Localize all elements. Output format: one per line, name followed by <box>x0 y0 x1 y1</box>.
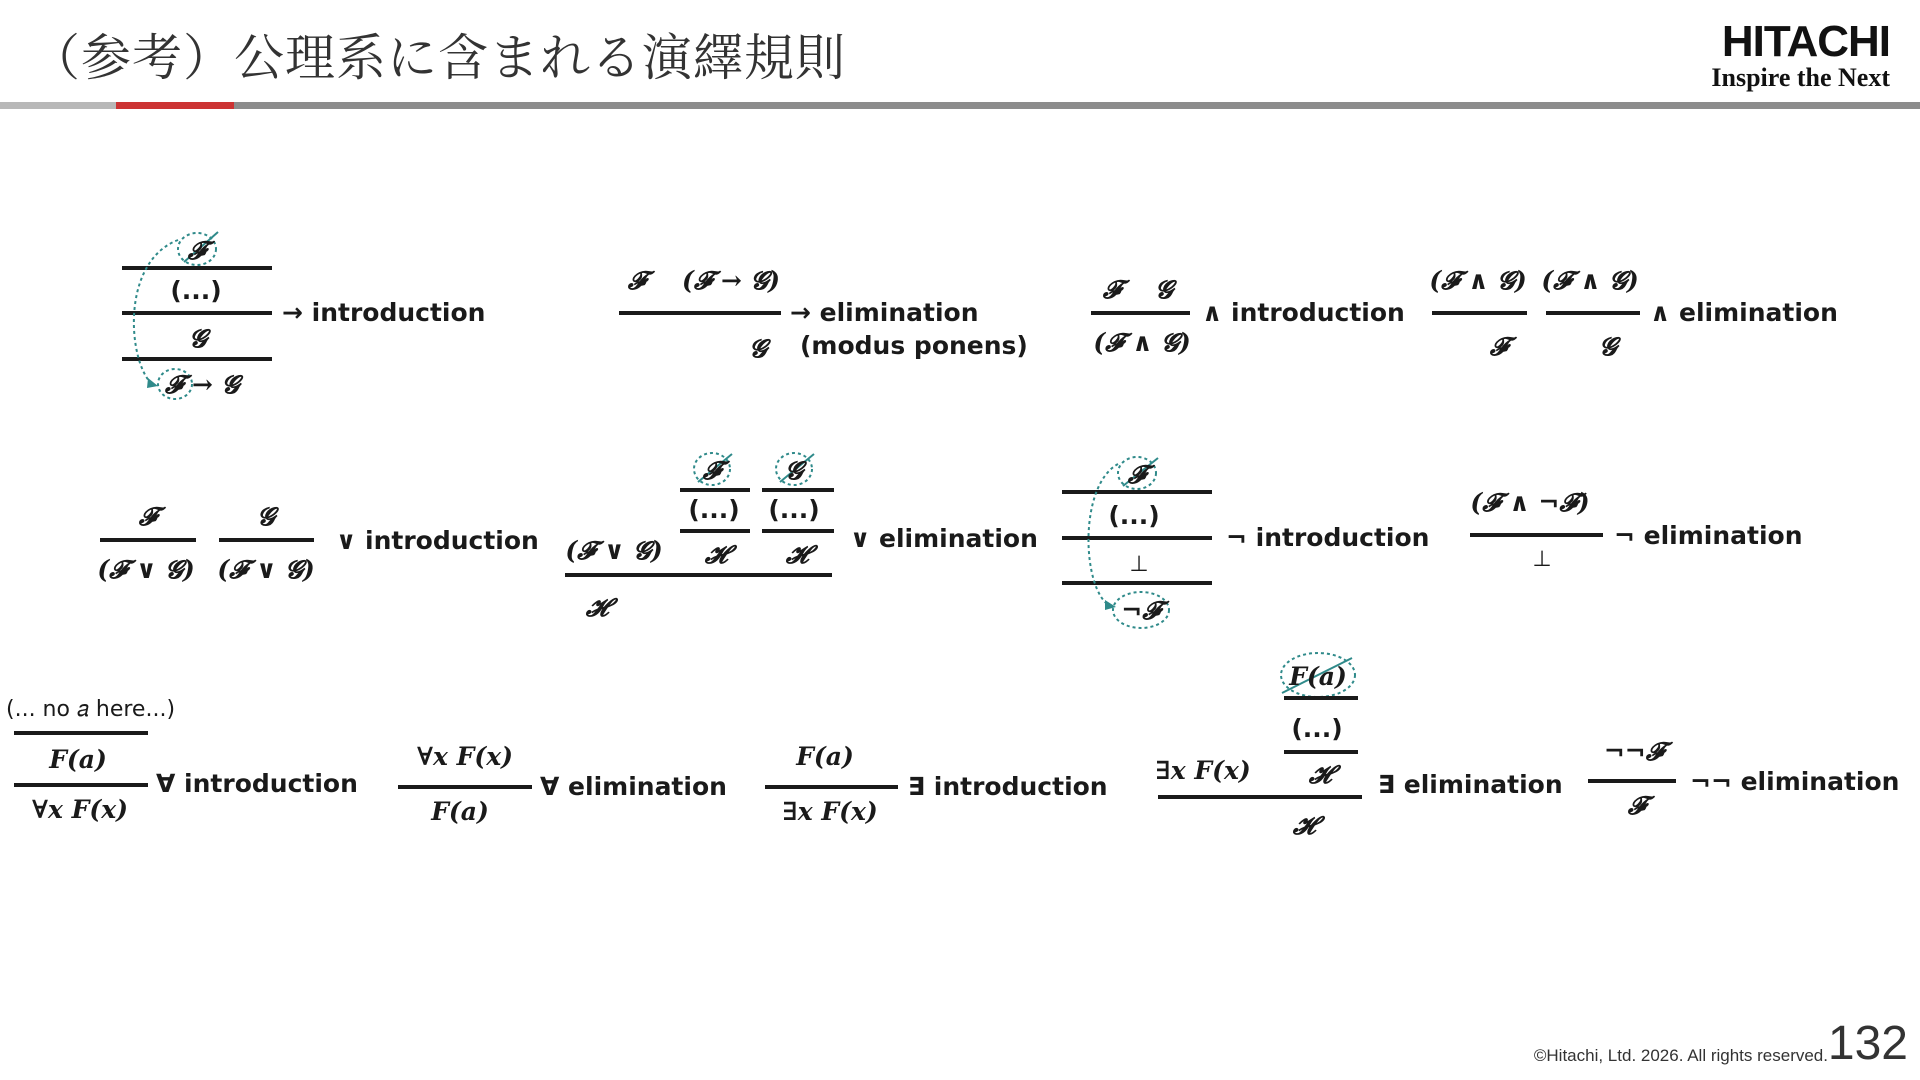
rule-label: ∧ elimination <box>1650 298 1838 327</box>
rule-negation-introduction <box>1062 457 1429 628</box>
conclusion: 𝓖 <box>749 334 767 363</box>
rule-exists-introduction <box>765 742 1108 826</box>
premise: 𝓕 <box>138 502 158 531</box>
rule-exists-elimination <box>1155 653 1562 840</box>
sub-conclusion: 𝓗 <box>785 540 809 569</box>
conclusion: (𝓕 ∧ 𝓖) <box>1093 328 1191 357</box>
rule-label: ∀ introduction <box>156 769 358 798</box>
rule-label: ¬ elimination <box>1614 521 1803 550</box>
arrowhead <box>147 378 158 388</box>
side-condition-note: (... no 𝑎 here...) <box>6 697 176 722</box>
conclusion: 𝓖 <box>189 324 207 353</box>
rule-label: ∧ introduction <box>1202 298 1405 327</box>
major-premise: ∃𝒙 𝑭(𝒙) <box>1155 756 1251 785</box>
logo-tagline: Inspire the Next <box>1711 63 1890 92</box>
rule-implication-introduction <box>122 232 485 399</box>
rule-label: ∃ introduction <box>908 772 1108 801</box>
conclusion: (𝓕 ∨ 𝓖) <box>97 555 195 584</box>
conclusion: ⊥ <box>1532 547 1552 572</box>
conclusion: 𝓗 <box>585 593 609 622</box>
rule-label: ∀ elimination <box>540 772 727 801</box>
rule-label: ¬¬ elimination <box>1690 767 1900 796</box>
hypothesis: 𝓕 <box>702 456 722 485</box>
hypothesis: 𝓕 <box>187 236 207 265</box>
copyright-notice: ©Hitachi, Ltd. 2026. All rights reserved. <box>1533 1046 1828 1065</box>
derivation-ellipsis: (...) <box>1291 714 1343 743</box>
premise: ¬¬𝓕 <box>1603 737 1665 766</box>
rule-label: ∨ elimination <box>850 524 1038 553</box>
derivation-ellipsis: (...) <box>688 495 740 524</box>
derivation-ellipsis: (...) <box>1108 501 1160 530</box>
premise: 𝓕 <box>1102 275 1122 304</box>
rule-and-introduction <box>1091 275 1405 357</box>
conclusion: 𝑭(𝒂) <box>431 797 489 826</box>
premise: 𝑭(𝒂) <box>796 742 854 771</box>
falsum: ⊥ <box>1129 552 1149 577</box>
rule-label: ∨ introduction <box>336 526 539 555</box>
conclusion: 𝓗 <box>1292 811 1316 840</box>
major-premise: (𝓕 ∨ 𝓖) <box>565 536 663 565</box>
sub-conclusion: 𝓗 <box>704 540 728 569</box>
conclusion: 𝓕 <box>1489 332 1509 361</box>
rule-implication-elimination <box>619 266 1028 363</box>
rule-label: → introduction <box>282 298 486 327</box>
result-formula: ¬𝓕 <box>1121 596 1161 625</box>
rule-double-negation-elimination <box>1588 737 1899 820</box>
conclusion: ∀𝒙 𝑭(𝒙) <box>32 795 128 824</box>
conclusion: (𝓕 ∨ 𝓖) <box>217 555 315 584</box>
premise: ∀𝒙 𝑭(𝒙) <box>417 742 513 771</box>
rule-or-elimination <box>565 453 1038 622</box>
derivation-ellipsis: (...) <box>170 276 222 305</box>
rule-label: → elimination <box>790 298 979 327</box>
hypothesis: 𝓖 <box>785 456 803 485</box>
conclusion: 𝓖 <box>1599 332 1617 361</box>
premise: 𝓕 <box>627 266 647 295</box>
premise: (𝓕 ∧ ¬𝓕) <box>1470 488 1590 517</box>
page-number: 132 <box>1827 1017 1908 1070</box>
rule-forall-elimination <box>398 742 727 826</box>
rule-or-introduction <box>97 502 539 584</box>
premise: (𝓕 ∧ 𝓖) <box>1541 266 1639 295</box>
hypothesis: 𝑭(𝒂) <box>1289 662 1347 691</box>
premise: 𝓖 <box>1155 275 1173 304</box>
rule-negation-elimination <box>1470 488 1803 572</box>
rule-label: ¬ introduction <box>1226 523 1430 552</box>
rule-and-elimination <box>1429 266 1838 361</box>
premise: 𝑭(𝒂) <box>49 745 107 774</box>
sub-conclusion: 𝓗 <box>1308 760 1332 789</box>
conclusion: ∃𝒙 𝑭(𝒙) <box>782 797 878 826</box>
premise: (𝓕 → 𝓖) <box>681 266 781 295</box>
rule-label-secondary: (modus ponens) <box>800 331 1028 360</box>
conclusion: 𝓕 <box>1627 791 1647 820</box>
rule-forall-introduction <box>6 697 358 824</box>
derivation-ellipsis: (...) <box>768 495 820 524</box>
premise: (𝓕 ∧ 𝓖) <box>1429 266 1527 295</box>
hypothesis: 𝓕 <box>1127 460 1147 489</box>
rule-label: ∃ elimination <box>1378 770 1563 799</box>
page-title: （参考）公理系に含まれる演繹規則 <box>30 29 846 87</box>
premise: 𝓖 <box>257 502 275 531</box>
logo-wordmark: HITACHI <box>1721 17 1890 66</box>
result-formula: 𝓕 → 𝓖 <box>164 370 240 399</box>
